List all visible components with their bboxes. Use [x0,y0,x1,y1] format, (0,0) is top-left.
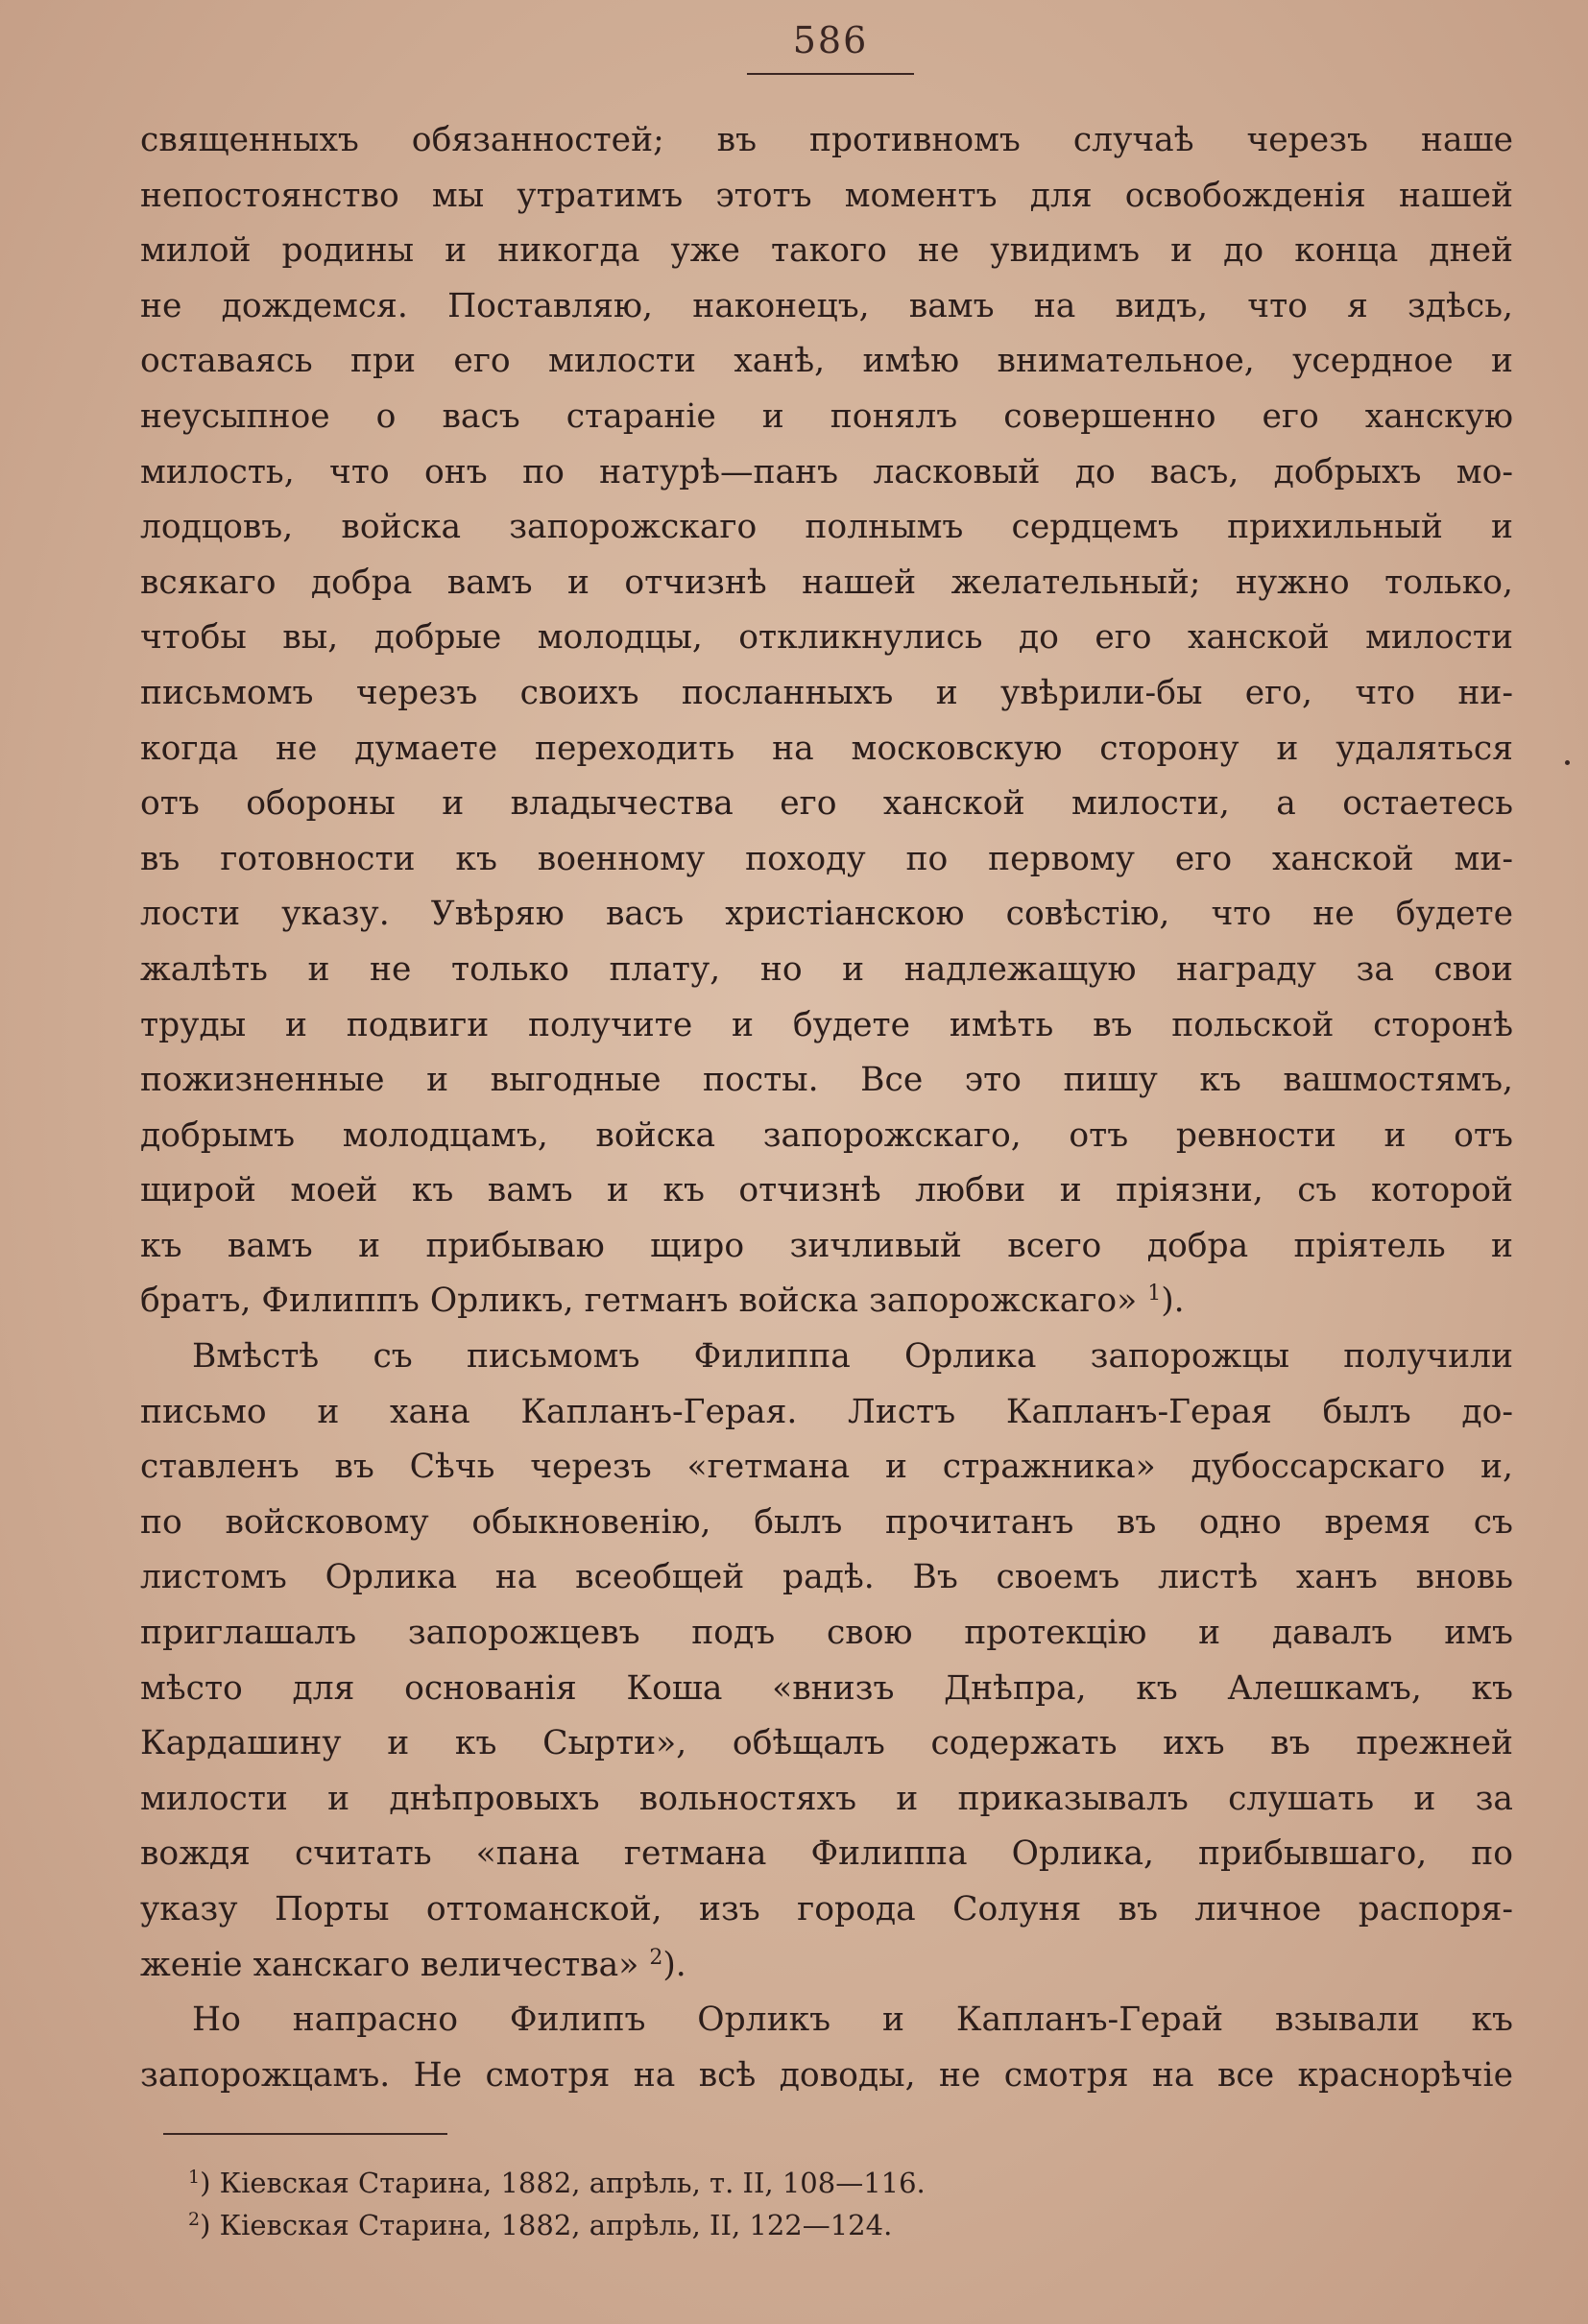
text-line-content: въ готовности къ военному походу по первому его ханской ми- [140,839,1513,878]
text-line-content: непостоянство мы утратимъ этотъ моментъ для освобожденія нашей [140,176,1513,215]
text-line [140,1330,1513,1385]
text-line-content: ставленъ въ Сѣчь черезъ «гетмана и стражника» дубоссарскаго и, [140,1448,1513,1487]
text-line [140,1827,1513,1882]
text-line [140,1440,1513,1496]
text-line-content: мѣсто для основанія Коша «внизъ Днѣпра, къ Алешкамъ, къ [140,1668,1513,1708]
text-line [140,1163,1513,1219]
text-line [140,500,1513,556]
text-line-content: милости и днѣпровыхъ вольностяхъ и приказывалъ слушать и за [140,1779,1513,1818]
text-line [140,1938,1513,1994]
footnotes [188,2162,1340,2246]
text-line-content: пожизненные и выгодные посты. Все это пишу къ вашмостямъ, [140,1061,1513,1100]
text-line-content: труды и подвиги получите и будете имѣть въ польской сторонѣ [140,1005,1513,1044]
text-line-content: щирой моей къ вамъ и къ отчизнѣ любви и пріязни, съ которой [140,1171,1513,1210]
text-line [140,722,1513,778]
text-line-content: оставаясь при его милости ханѣ, имѣю внимательное, усердное и [140,342,1513,381]
text-line-content: милость, что онъ по натурѣ—панъ ласковый до васъ, добрыхъ мо- [140,452,1513,491]
text-line [140,666,1513,722]
text-line [140,1716,1513,1772]
text-line [140,2048,1513,2104]
text-line-content: Вмѣстѣ съ письмомъ Филиппа Орлика запорожцы получили [192,1337,1513,1377]
text-line [140,1772,1513,1828]
text-line [140,1274,1513,1330]
text-line [140,611,1513,666]
text-line-content: не дождемся. Поставляю, наконецъ, вамъ на видъ, что я здѣсь, [140,286,1513,325]
footnote [188,2204,1340,2246]
text-line [140,390,1513,445]
footnote-text: ) Кіевская Старина, 1882, апрѣль, т. II, 108—116. [200,2167,926,2199]
text-line-content: неусыпное о васъ стараніе и понялъ совершенно его ханскую [140,396,1513,436]
text-line [140,445,1513,501]
page-number-rule [747,73,914,75]
paper-speck [1565,760,1570,765]
text-line-content: письмо и хана Капланъ-Герая. Листъ Капланъ-Герая былъ до- [140,1392,1513,1431]
footnote-reference: 1 [1147,1282,1162,1306]
text-line [140,1606,1513,1662]
text-line-content: женіе ханскаго величества» [140,1945,639,1984]
text-line [140,1662,1513,1717]
text-line-content: письмомъ черезъ своихъ посланныхъ и увѣрили-бы его, что ни- [140,673,1513,712]
text-line-content: Но напрасно Филипъ Орликъ и Капланъ-Герай взывали къ [192,2001,1513,2040]
text-line-content: листомъ Орлика на всеобщей радѣ. Въ своемъ листѣ ханъ вновь [140,1558,1513,1597]
footnote-text: ) Кіевская Старина, 1882, апрѣль, II, 122—124. [200,2209,893,2241]
text-line-content: приглашалъ запорожцевъ подъ свою протекцію и давалъ имъ [140,1614,1513,1653]
text-line [140,998,1513,1054]
text-line [140,334,1513,390]
text-line-content: указу Порты оттоманской, изъ города Солуня въ личное распоря- [140,1890,1513,1929]
text-line-content: Кардашину и къ Сырти», обѣщалъ содержать ихъ въ прежней [140,1724,1513,1763]
text-line [140,113,1513,169]
text-line [140,1993,1513,2048]
text-line-content: отъ обороны и владычества его ханской милости, а остаетесь [140,784,1513,824]
footnote-reference: 2 [649,1945,663,1970]
text-line [140,1109,1513,1164]
text-line [140,224,1513,279]
text-line [140,777,1513,832]
text-line-content: лодцовъ, войска запорожскаго полнымъ сердцемъ прихильный и [140,508,1513,547]
text-line-content: вождя считать «пана гетмана Филиппа Орлика, прибывшаго, по [140,1834,1513,1874]
text-line-content: запорожцамъ. Не смотря на всѣ доводы, не смотря на все краснорѣчіе [140,2055,1513,2095]
text-line-content: братъ, Филиппъ Орликъ, гетманъ войска запорожскаго» [140,1282,1138,1321]
text-line-content: всякаго добра вамъ и отчизнѣ нашей желательный; нужно только, [140,563,1513,602]
text-line-content: милой родины и никогда уже такого не увидимъ и до конца дней [140,231,1513,271]
text-line [140,832,1513,888]
text-line [140,556,1513,611]
text-line [140,1385,1513,1441]
text-line [140,887,1513,943]
text-line-content: по войсковому обыкновенію, былъ прочитанъ въ одно время съ [140,1502,1513,1542]
text-line [140,1219,1513,1275]
text-line [140,1550,1513,1606]
text-line-tail: ). [662,1945,686,1984]
text-line-content: жалѣть и не только плату, но и надлежащую награду за свои [140,949,1513,989]
text-line-tail: ). [1161,1282,1185,1321]
footnote-marker: 1 [188,2167,201,2188]
text-line [140,169,1513,225]
text-line-content: къ вамъ и прибываю щиро зичливый всего добра пріятель и [140,1226,1513,1265]
text-line [140,279,1513,335]
text-line [140,1496,1513,1551]
text-line [140,1882,1513,1938]
text-line-content: лости указу. Увѣряю васъ христіанскою совѣстію, что не будете [140,895,1513,934]
text-line [140,1053,1513,1109]
footnote-divider [163,2133,447,2135]
text-line [140,943,1513,998]
text-line-content: добрымъ молодцамъ, войска запорожскаго, отъ ревности и отъ [140,1115,1513,1155]
page-number: 586 [792,19,869,61]
body-text [140,113,1513,2103]
text-line-content: чтобы вы, добрые молодцы, откликнулись до его ханской милости [140,618,1513,658]
footnote [188,2162,1340,2204]
footnote-marker: 2 [188,2209,201,2230]
text-line-content: когда не думаете переходить на московскую сторону и удаляться [140,729,1513,768]
text-line-content: священныхъ обязанностей; въ противномъ случаѣ черезъ наше [140,121,1513,159]
